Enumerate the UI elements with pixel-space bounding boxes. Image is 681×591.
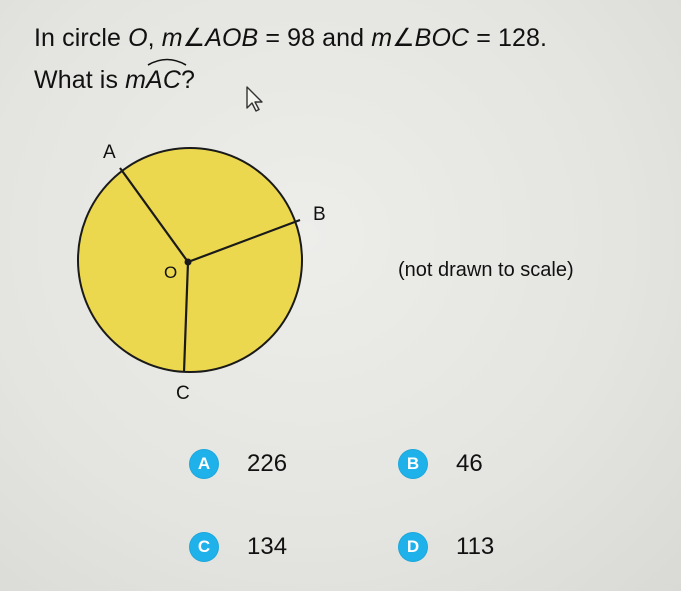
choice-a-badge[interactable]: A	[189, 449, 219, 479]
center-point-o	[185, 259, 192, 266]
point-label-a: A	[103, 142, 116, 163]
equals-2: =	[469, 24, 498, 52]
choice-d-value[interactable]: 113	[456, 533, 495, 560]
measure-symbol-2: m	[371, 24, 393, 52]
question-line-2	[34, 66, 195, 95]
choice-b-badge[interactable]: B	[398, 449, 428, 479]
measure-symbol-1: m	[161, 24, 183, 52]
scale-note: (not drawn to scale)	[398, 259, 574, 281]
choice-a-value[interactable]: 226	[247, 450, 288, 477]
equals-1: =	[258, 24, 288, 52]
angle-symbol-2: ∠	[392, 24, 415, 52]
choice-b-value[interactable]: 46	[456, 450, 483, 477]
answer-choice-b[interactable]	[398, 449, 483, 479]
question-prefix-2: What is	[34, 66, 126, 94]
arc-ac-notation	[146, 66, 181, 95]
angle-aob-value: 98	[287, 24, 316, 52]
choice-d-badge[interactable]: D	[398, 532, 428, 562]
angle-boc-value: 128.	[497, 24, 548, 52]
question-prefix: In circle	[34, 24, 129, 52]
angle-symbol-1: ∠	[182, 24, 206, 52]
circle-name: O	[128, 24, 148, 52]
answer-choice-d[interactable]	[398, 532, 494, 562]
arc-measure-symbol: m	[125, 66, 147, 94]
arc-ac-name: AC	[146, 66, 181, 94]
mouse-cursor-icon	[241, 84, 271, 114]
angle-boc-name: BOC	[414, 24, 470, 52]
choice-c-badge[interactable]: C	[189, 532, 219, 562]
comma: ,	[147, 24, 162, 52]
circle-diagram	[70, 140, 340, 410]
answer-choice-a[interactable]	[189, 449, 287, 479]
angle-aob-name: AOB	[205, 24, 259, 52]
arc-overline-icon	[147, 57, 187, 66]
point-label-b: B	[313, 204, 326, 225]
question-mark: ?	[180, 66, 195, 94]
center-label-o: O	[164, 263, 178, 282]
and-text: and	[315, 24, 372, 52]
question-line-1	[34, 23, 547, 53]
point-label-c: C	[176, 383, 190, 404]
answer-choice-c[interactable]	[189, 532, 287, 562]
choice-c-value[interactable]: 134	[247, 533, 288, 560]
